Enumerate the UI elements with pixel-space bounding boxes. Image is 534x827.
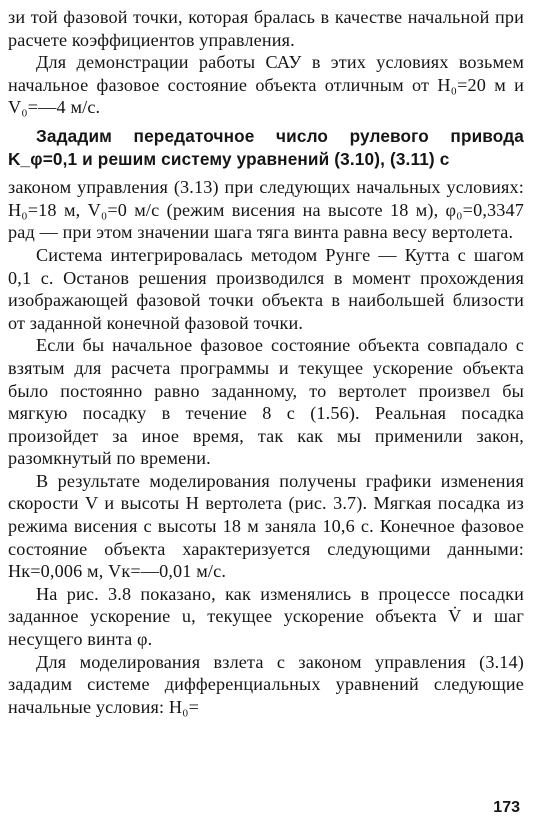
paragraph-9: Для моделирования взлета с законом управления (3.14) зададим системе дифференциальных уравнений следующие начальные условия: H₀= xyxy=(8,651,524,717)
paragraph-1: зи той фазовой точки, которая бралась в качестве начальной при расчете коэффициентов управления. xyxy=(8,7,524,50)
paragraph-6: Если бы начальное фазовое состояние объекта совпадало с взятым для расчета программы и текущее ускорение объекта было постоянно равно заданному, то вертолет произвел бы мягкую посадку в течение 8 с (1.56). Реальная посадка произойдет за иное время, так как мы применили закон, разомкнутый по времени. xyxy=(8,335,524,469)
paragraph-8: На рис. 3.8 показано, как изменялись в процессе посадки заданное ускорение u, текущее ускорение объекта V̇ и шаг несущего винта φ. xyxy=(8,583,524,650)
page-number: 173 xyxy=(493,799,520,816)
paragraph-7: В результате моделирования получены графики изменения скорости V и высоты H вертолета (рис. 3.7). Мягкая посадка из режима висения с высоты 18 м заняла 10,6 с. Конечное фазовое состояние объекта характеризуется следующими данными: Hк=0,006 м, Vк=—0,01 м/с. xyxy=(8,470,524,582)
paragraph-2: Для демонстрации работы САУ в этих условиях возьмем начальное фазовое состояние объекта отличным от H₀=20 м и V₀=—4 м/с. xyxy=(8,52,524,118)
paragraph-5: Система интегрировалась методом Рунге — Кутта с шагом 0,1 с. Останов решения производился в момент прохождения изображающей фазовой точки объекта в наибольшей близости от заданной конечной фазовой точки. xyxy=(8,244,524,333)
paragraph-3: Зададим передаточное число рулевого привода K_φ=0,1 и решим систему уравнений (3.10), (3.11) с xyxy=(8,125,524,169)
paragraph-4: законом управления (3.13) при следующих начальных условиях: H₀=18 м, V₀=0 м/с (режим висения на высоте 18 м), φ₀=0,3347 рад — при этом значении шага тяга винта равна весу вертолета. xyxy=(8,177,524,243)
